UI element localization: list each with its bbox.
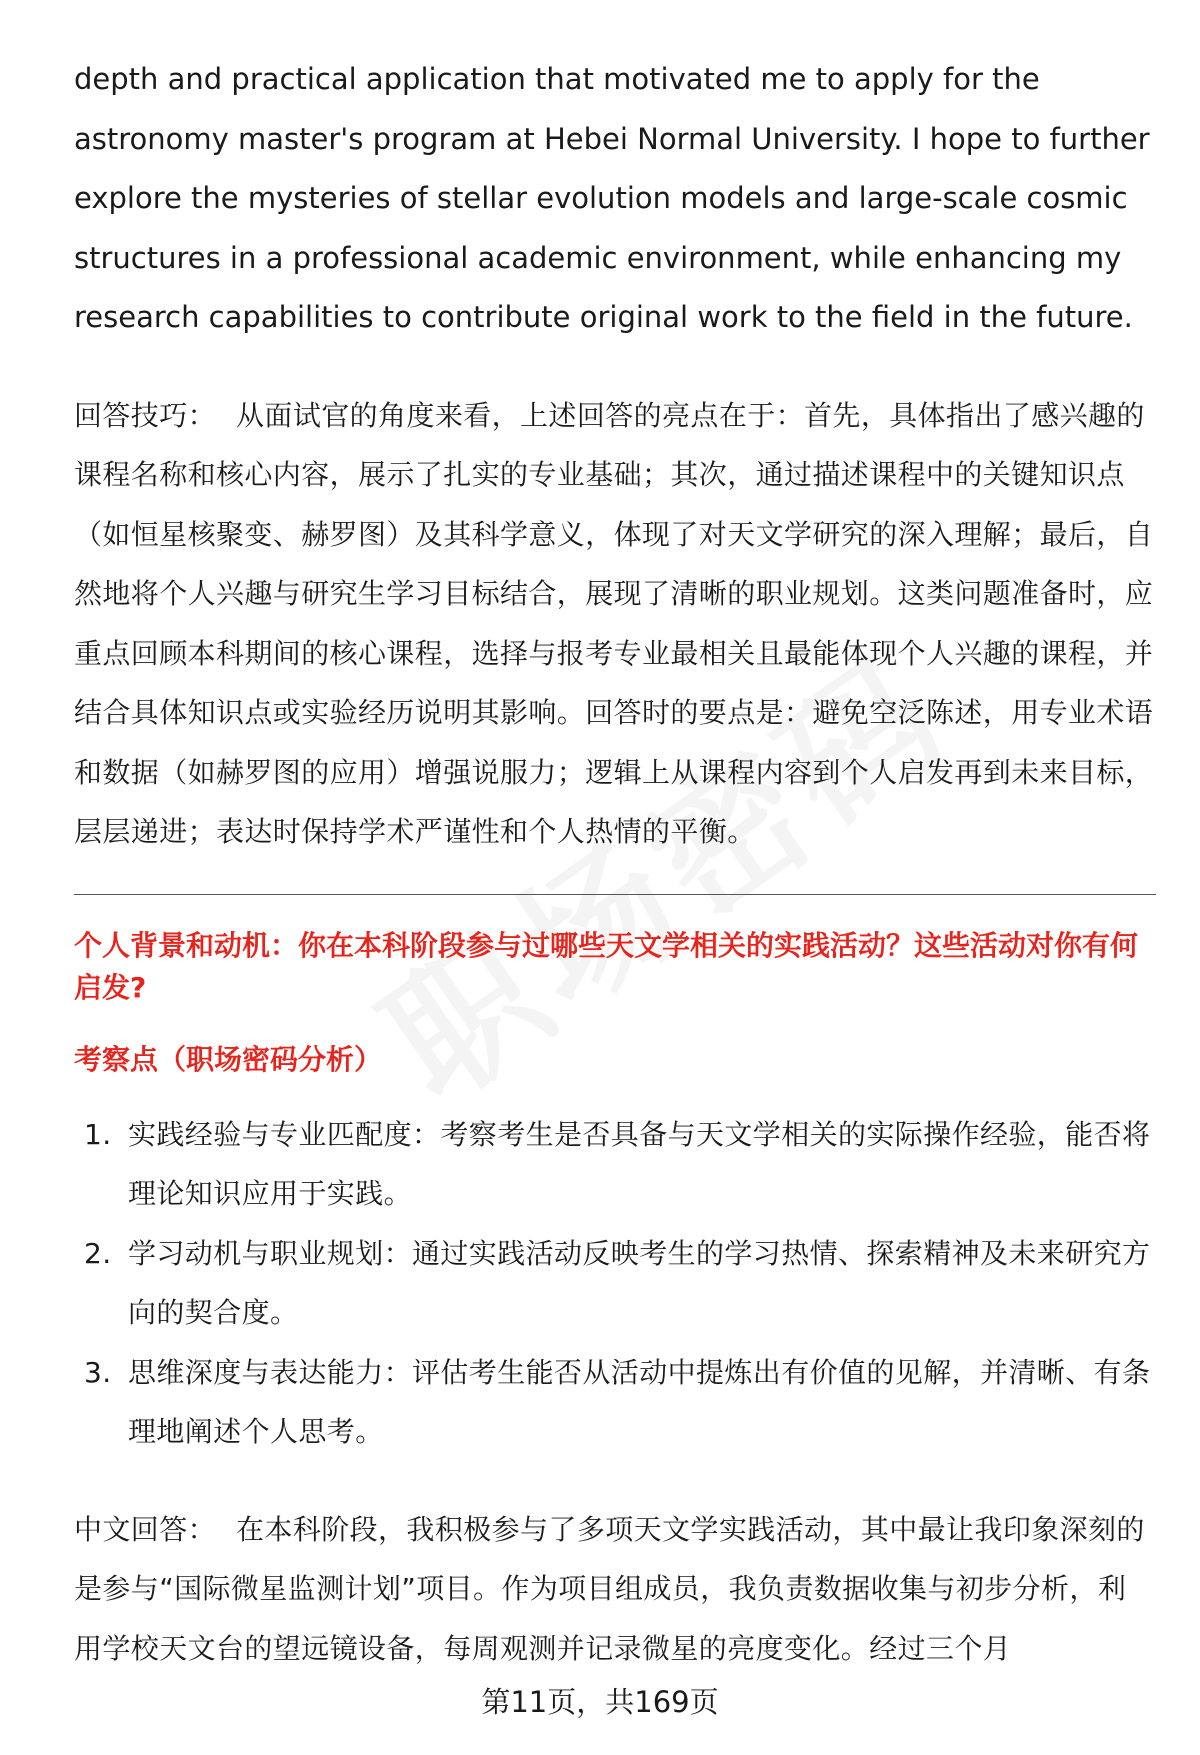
- list-item-text: 实践经验与专业匹配度：考察考生是否具备与天文学相关的实际操作经验，能否将理论知识应用于实践。: [128, 1117, 1151, 1210]
- list-item-number: 2.: [84, 1236, 112, 1270]
- analysis-points-list: [74, 1105, 1154, 1462]
- chinese-answer-paragraph: [74, 1500, 1154, 1679]
- list-item: [74, 1105, 1154, 1224]
- analysis-heading: 考察点（职场密码分析）: [74, 1042, 383, 1076]
- section-divider: [74, 894, 1156, 895]
- answer-tips-label: 回答技巧：: [74, 398, 217, 432]
- list-item-number: 1.: [84, 1117, 112, 1151]
- chinese-answer-text: 在本科阶段，我积极参与了多项天文学实践活动，其中最让我印象深刻的是参与“国际微星监测计划”项目。作为项目组成员，我负责数据收集与初步分析，利用学校天文台的望远镜设备，每周观测并记录微星的亮度变化。经过三个月: [74, 1512, 1145, 1665]
- question-heading: 个人背景和动机：你在本科阶段参与过哪些天文学相关的实践活动？这些活动对你有何启发?: [74, 928, 1139, 1004]
- answer-tips-text: 从面试官的角度来看，上述回答的亮点在于：首先，具体指出了感兴趣的课程名称和核心内容，展示了扎实的专业基础；其次，通过描述课程中的关键知识点（如恒星核聚变、赫罗图）及其科学意义，体现了对天文学研究的深入理解；最后，自然地将个人兴趣与研究生学习目标结合，展现了清晰的职业规划。这类问题准备时，应重点回顾本科期间的核心课程，选择与报考专业最相关且最能体现个人兴趣的课程，并结合具体知识点或实验经历说明其影响。回答时的要点是：避免空泛陈述，用专业术语和数据（如赫罗图的应用）增强说服力；逻辑上从课程内容到个人启发再到未来目标，层层递进；表达时保持学术严谨性和个人热情的平衡。: [74, 398, 1154, 848]
- list-item-text: 学习动机与职业规划：通过实践活动反映考生的学习热情、探索精神及未来研究方向的契合度。: [128, 1236, 1151, 1329]
- page-content: [74, 50, 1154, 1678]
- intro-paragraph: depth and practical application that motivated me to apply for the astronomy master's program at Hebei Normal University. I hope to further explore the mysteries of stellar evolution models and large-scale cosmic structures in a professional academic environment, while enhancing my research capabilities to contribute original work to the field in the future.: [74, 62, 1150, 334]
- page-number: 第11页，共169页: [481, 1685, 719, 1719]
- list-item: [74, 1343, 1154, 1462]
- chinese-answer-label: 中文回答：: [74, 1512, 217, 1546]
- answer-tips-paragraph: [74, 386, 1154, 862]
- list-item-number: 3.: [84, 1355, 112, 1389]
- list-item: [74, 1224, 1154, 1343]
- list-item-text: 思维深度与表达能力：评估考生能否从活动中提炼出有价值的见解，并清晰、有条理地阐述个人思考。: [128, 1355, 1151, 1448]
